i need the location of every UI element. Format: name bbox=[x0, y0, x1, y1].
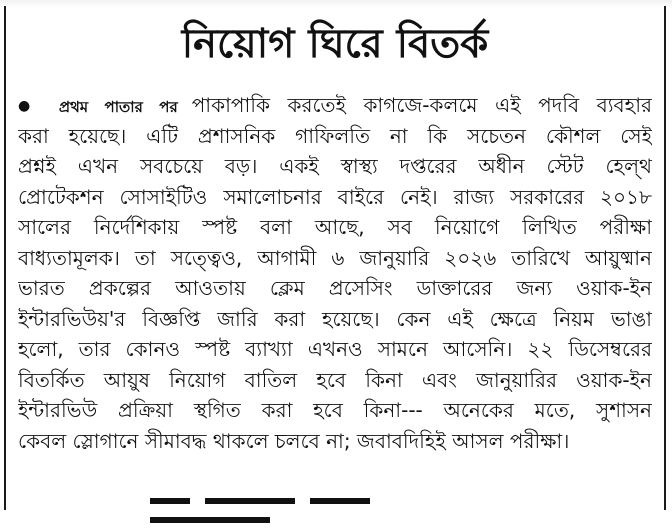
article-line-7: ভারত প্রকল্পের আওতায় ক্লেম প্রসেসিং ডাক্তারের জন্য ওয়াক-ইন bbox=[18, 276, 652, 300]
clipping-top-edge bbox=[0, 0, 672, 8]
article-line-6: বাধ্যতামূলক। তা সত্ত্বেও, আগামী ৬ জানুয়ারি ২০২৬ তারিখে আয়ুষ্মান bbox=[18, 245, 652, 270]
article-line-9: হলো, তার কোনও স্পষ্ট ব্যাখ্যা এখনও সামনে আসেনি। ২২ ডিসেম্বরের bbox=[18, 337, 652, 361]
article-line-3: প্রশ্নই এখন সবচেয়ে বড়। একই স্বাস্থ্য দপ্তরের অধীন স্টেট হেল্থ bbox=[18, 154, 652, 178]
article-body bbox=[18, 90, 652, 456]
headline: নিয়োগ ঘিরে বিতর্ক bbox=[181, 21, 489, 67]
article-line-text: পাকাপাকি করতেই কাগজে-কলমে এই পদবি ব্যবহার bbox=[191, 93, 652, 117]
cutoff-glyph bbox=[205, 498, 295, 504]
article-line-1 bbox=[18, 90, 652, 121]
article-line-8: ইন্টারভিউয়'র বিজ্ঞপ্তি জারি করা হয়েছে। কেন এই ক্ষেত্রে নিয়ম ভাঙা bbox=[18, 306, 652, 331]
article-line-12: কেবল স্লোগানে সীমাবদ্ধ থাকলে চলবে না; জবাবদিহিই আসল পরীক্ষা। bbox=[18, 428, 570, 453]
bullet-icon: ● bbox=[18, 98, 42, 114]
cutoff-glyph bbox=[150, 498, 190, 504]
article-line-5: সালের নির্দেশিকায় স্পষ্ট বলা আছে, সব নিয়োগে লিখিত পরীক্ষা bbox=[18, 215, 652, 239]
column-rule-right bbox=[664, 6, 666, 510]
article-line-4: প্রোটেকশন সোসাইটিও সমালোচনার বাইরে নেই। রাজ্য সরকারের ২০১৮ bbox=[18, 184, 652, 209]
cutoff-glyph bbox=[150, 517, 270, 523]
article-line-2: করা হয়েছে। এটি প্রশাসনিক গাফিলতি না কি সচেতন কৌশল সেই bbox=[18, 123, 652, 148]
article-line-10: বিতর্কিত আয়ুষ নিয়োগ বাতিল হবে কিনা এবং জানুয়ারির ওয়াক-ইন bbox=[18, 367, 652, 392]
article-line-11: ইন্টারভিউ প্রক্রিয়া স্থগিত করা হবে কিনা--- অনেকের মতে, সুশাসন bbox=[18, 398, 652, 422]
lead-continuation: প্রথম পাতার পর bbox=[58, 98, 178, 116]
next-article-headline-cutoff bbox=[150, 498, 510, 528]
column-rule-left bbox=[4, 6, 6, 510]
cutoff-glyph bbox=[310, 498, 370, 504]
